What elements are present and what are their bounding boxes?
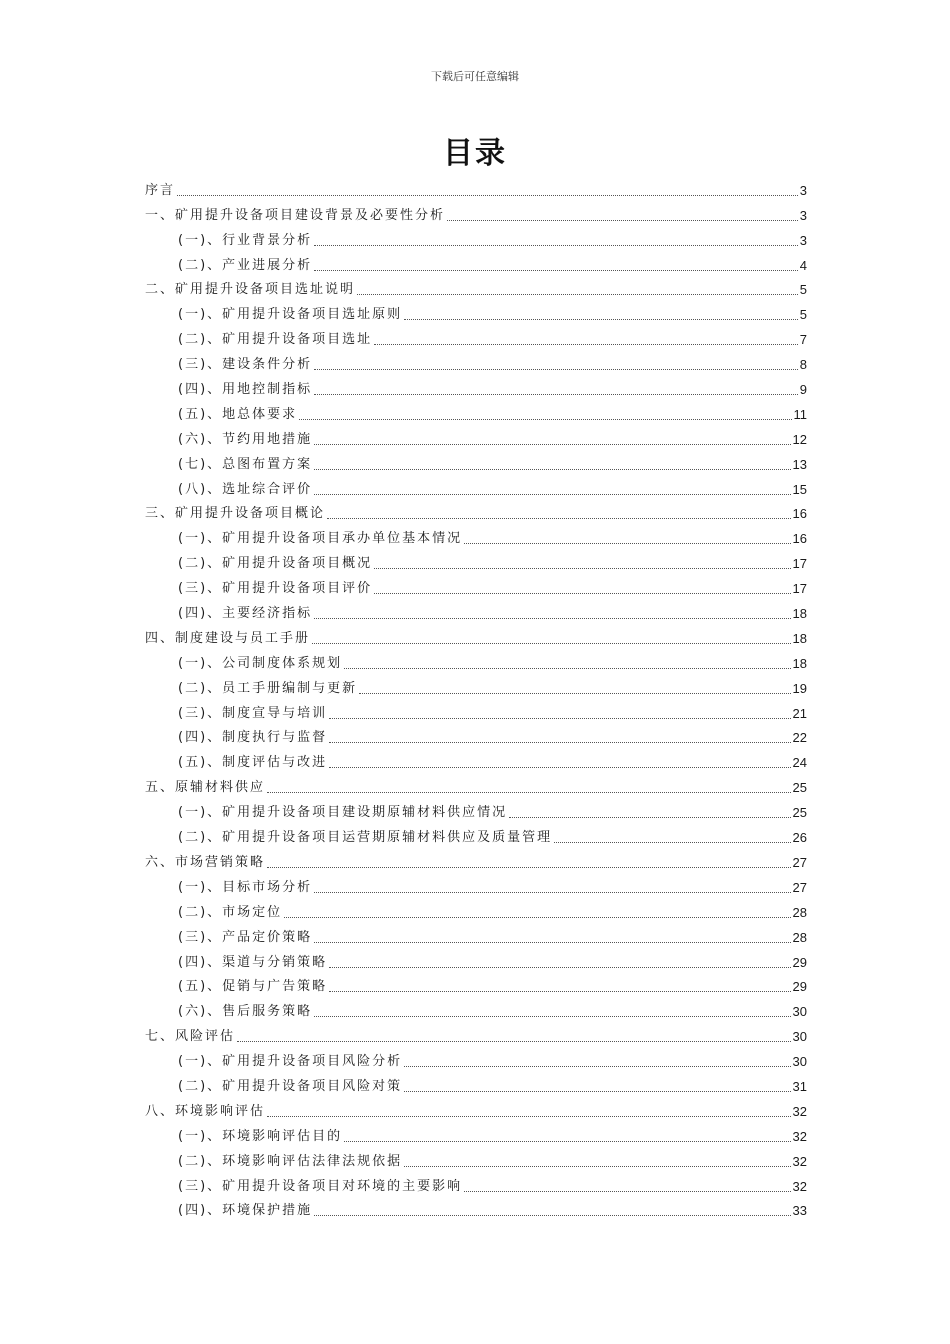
toc-entry-label: 四、制度建设与员工手册 xyxy=(145,630,311,646)
toc-entry-label: (二)、员工手册编制与更新 xyxy=(178,680,358,696)
toc-entry-label: (四)、主要经济指标 xyxy=(178,606,313,622)
toc-dot-leader xyxy=(314,1016,790,1017)
toc-page-number: 18 xyxy=(792,606,807,622)
toc-section-entry[interactable] xyxy=(145,1122,807,1147)
toc-section-entry[interactable] xyxy=(145,898,807,923)
toc-entry-label: (三)、产品定价策略 xyxy=(178,929,313,945)
toc-page-number: 13 xyxy=(792,456,807,472)
toc-entry-label: (一)、矿用提升设备项目建设期原辅材料供应情况 xyxy=(178,805,508,821)
toc-page-number: 18 xyxy=(792,630,807,646)
toc-entry-label: (四)、制度执行与监督 xyxy=(178,730,328,746)
toc-page-number: 3 xyxy=(799,232,807,248)
toc-dot-leader xyxy=(327,518,791,519)
toc-entry-label: (四)、环境保护措施 xyxy=(178,1203,313,1219)
toc-entry-label: 六、市场营销策略 xyxy=(145,854,266,870)
toc-section-entry[interactable] xyxy=(145,674,807,699)
toc-entry-label: (六)、售后服务策略 xyxy=(178,1004,313,1020)
toc-dot-leader xyxy=(314,444,790,445)
toc-entry-label: (三)、矿用提升设备项目对环境的主要影响 xyxy=(178,1178,463,1194)
toc-section-entry[interactable] xyxy=(145,549,807,574)
toc-dot-leader xyxy=(329,991,790,992)
toc-dot-leader xyxy=(314,892,790,893)
toc-chapter-entry[interactable] xyxy=(145,624,807,649)
toc-dot-leader xyxy=(312,643,791,644)
toc-entry-label: (二)、矿用提升设备项目风险对策 xyxy=(178,1078,403,1094)
toc-page-number: 16 xyxy=(792,531,807,547)
toc-entry-label: 八、环境影响评估 xyxy=(145,1103,266,1119)
toc-chapter-entry[interactable] xyxy=(145,848,807,873)
toc-section-entry[interactable] xyxy=(145,325,807,350)
toc-page-number: 4 xyxy=(799,257,807,273)
toc-section-entry[interactable] xyxy=(145,1147,807,1172)
toc-entry-label: (一)、目标市场分析 xyxy=(178,879,313,895)
toc-page-number: 3 xyxy=(799,207,807,223)
toc-dot-leader xyxy=(404,1166,790,1167)
toc-dot-leader xyxy=(314,1215,790,1216)
toc-dot-leader xyxy=(314,942,790,943)
toc-entry-label: (一)、公司制度体系规划 xyxy=(178,655,343,671)
toc-dot-leader xyxy=(267,1116,791,1117)
toc-dot-leader xyxy=(177,195,798,196)
toc-dot-leader xyxy=(314,245,798,246)
toc-page-number: 15 xyxy=(792,481,807,497)
toc-page-number: 32 xyxy=(792,1178,807,1194)
toc-section-entry[interactable] xyxy=(145,1172,807,1197)
toc-section-entry[interactable] xyxy=(145,873,807,898)
document-title: 目录 xyxy=(443,136,507,171)
toc-page-number: 24 xyxy=(792,755,807,771)
toc-section-entry[interactable] xyxy=(145,798,807,823)
toc-chapter-entry[interactable] xyxy=(145,176,807,201)
toc-chapter-entry[interactable] xyxy=(145,1022,807,1047)
toc-entry-label: (五)、制度评估与改进 xyxy=(178,755,328,771)
toc-section-entry[interactable] xyxy=(145,823,807,848)
toc-chapter-entry[interactable] xyxy=(145,276,807,301)
toc-section-entry[interactable] xyxy=(145,400,807,425)
toc-page-number: 25 xyxy=(792,780,807,796)
toc-dot-leader xyxy=(267,792,791,793)
toc-page-number: 29 xyxy=(792,979,807,995)
toc-entry-label: 一、矿用提升设备项目建设背景及必要性分析 xyxy=(145,207,446,223)
toc-section-entry[interactable] xyxy=(145,699,807,724)
toc-page-number: 3 xyxy=(799,182,807,198)
toc-entry-label: 二、矿用提升设备项目选址说明 xyxy=(145,282,356,298)
table-of-contents xyxy=(145,176,807,1221)
toc-entry-label: (二)、矿用提升设备项目运营期原辅材料供应及质量管理 xyxy=(178,830,553,846)
header-note: 下载后可任意编辑 xyxy=(431,70,519,83)
toc-entry-label: 序言 xyxy=(145,182,176,198)
toc-dot-leader xyxy=(267,867,791,868)
toc-page-number: 33 xyxy=(792,1203,807,1219)
toc-dot-leader xyxy=(284,917,790,918)
toc-page-number: 7 xyxy=(799,332,807,348)
toc-page-number: 8 xyxy=(799,357,807,373)
toc-page-number: 32 xyxy=(792,1103,807,1119)
toc-chapter-entry[interactable] xyxy=(145,1097,807,1122)
toc-chapter-entry[interactable] xyxy=(145,201,807,226)
toc-chapter-entry[interactable] xyxy=(145,773,807,798)
toc-page-number: 11 xyxy=(793,406,807,422)
toc-section-entry[interactable] xyxy=(145,375,807,400)
toc-page-number: 12 xyxy=(792,431,807,447)
toc-section-entry[interactable] xyxy=(145,1047,807,1072)
toc-page-number: 26 xyxy=(792,830,807,846)
toc-page-number: 18 xyxy=(792,655,807,671)
toc-entry-label: (一)、矿用提升设备项目承办单位基本情况 xyxy=(178,531,463,547)
toc-dot-leader xyxy=(554,842,790,843)
toc-dot-leader xyxy=(404,1091,790,1092)
toc-entry-label: (一)、行业背景分析 xyxy=(178,232,313,248)
toc-section-entry[interactable] xyxy=(145,450,807,475)
toc-page-number: 31 xyxy=(792,1078,807,1094)
toc-page-number: 9 xyxy=(799,382,807,398)
toc-dot-leader xyxy=(314,469,790,470)
toc-entry-label: 五、原辅材料供应 xyxy=(145,780,266,796)
toc-section-entry[interactable] xyxy=(145,1072,807,1097)
toc-dot-leader xyxy=(329,967,790,968)
toc-dot-leader xyxy=(359,693,790,694)
toc-page-number: 25 xyxy=(792,805,807,821)
toc-dot-leader xyxy=(314,618,790,619)
toc-page-number: 19 xyxy=(792,680,807,696)
toc-dot-leader xyxy=(374,593,790,594)
toc-page-number: 5 xyxy=(799,307,807,323)
toc-dot-leader xyxy=(329,742,790,743)
toc-entry-label: (四)、用地控制指标 xyxy=(178,382,313,398)
toc-dot-leader xyxy=(329,767,790,768)
toc-dot-leader xyxy=(404,1066,790,1067)
toc-dot-leader xyxy=(404,319,798,320)
toc-page-number: 29 xyxy=(792,954,807,970)
toc-page-number: 16 xyxy=(792,506,807,522)
toc-dot-leader xyxy=(314,369,798,370)
toc-section-entry[interactable] xyxy=(145,649,807,674)
toc-dot-leader xyxy=(329,718,790,719)
toc-page-number: 32 xyxy=(792,1128,807,1144)
toc-entry-label: (二)、环境影响评估法律法规依据 xyxy=(178,1153,403,1169)
toc-entry-label: (一)、矿用提升设备项目选址原则 xyxy=(178,307,403,323)
toc-dot-leader xyxy=(314,494,790,495)
toc-chapter-entry[interactable] xyxy=(145,500,807,525)
toc-entry-label: (三)、建设条件分析 xyxy=(178,357,313,373)
toc-page-number: 30 xyxy=(792,1004,807,1020)
toc-section-entry[interactable] xyxy=(145,251,807,276)
toc-section-entry[interactable] xyxy=(145,923,807,948)
toc-dot-leader xyxy=(314,394,798,395)
toc-entry-label: (二)、矿用提升设备项目选址 xyxy=(178,332,373,348)
toc-entry-label: (七)、总图布置方案 xyxy=(178,456,313,472)
toc-section-entry[interactable] xyxy=(145,973,807,998)
toc-section-entry[interactable] xyxy=(145,350,807,375)
toc-dot-leader xyxy=(447,220,798,221)
toc-entry-label: (五)、促销与广告策略 xyxy=(178,979,328,995)
toc-dot-leader xyxy=(464,1191,790,1192)
toc-dot-leader xyxy=(314,270,798,271)
toc-entry-label: (一)、环境影响评估目的 xyxy=(178,1128,343,1144)
toc-section-entry[interactable] xyxy=(145,425,807,450)
toc-entry-label: (四)、渠道与分销策略 xyxy=(178,954,328,970)
toc-page-number: 17 xyxy=(792,581,807,597)
toc-page-number: 5 xyxy=(799,282,807,298)
toc-dot-leader xyxy=(464,543,790,544)
toc-entry-label: (六)、节约用地措施 xyxy=(178,431,313,447)
toc-page-number: 17 xyxy=(792,556,807,572)
toc-entry-label: (三)、矿用提升设备项目评价 xyxy=(178,581,373,597)
toc-dot-leader xyxy=(374,568,790,569)
toc-entry-label: (三)、制度宣导与培训 xyxy=(178,705,328,721)
toc-entry-label: 七、风险评估 xyxy=(145,1029,236,1045)
toc-section-entry[interactable] xyxy=(145,748,807,773)
toc-section-entry[interactable] xyxy=(145,574,807,599)
toc-section-entry[interactable] xyxy=(145,1197,807,1222)
toc-dot-leader xyxy=(357,294,798,295)
toc-section-entry[interactable] xyxy=(145,724,807,749)
toc-page-number: 22 xyxy=(792,730,807,746)
toc-entry-label: (二)、产业进展分析 xyxy=(178,257,313,273)
toc-page-number: 28 xyxy=(792,904,807,920)
toc-section-entry[interactable] xyxy=(145,475,807,500)
toc-page-number: 30 xyxy=(792,1054,807,1070)
toc-section-entry[interactable] xyxy=(145,300,807,325)
toc-dot-leader xyxy=(299,419,791,420)
toc-entry-label: 三、矿用提升设备项目概论 xyxy=(145,506,326,522)
toc-page-number: 30 xyxy=(792,1029,807,1045)
toc-page-number: 27 xyxy=(792,879,807,895)
toc-page-number: 32 xyxy=(792,1153,807,1169)
toc-dot-leader xyxy=(374,344,798,345)
toc-dot-leader xyxy=(509,817,790,818)
toc-section-entry[interactable] xyxy=(145,997,807,1022)
toc-entry-label: (一)、矿用提升设备项目风险分析 xyxy=(178,1054,403,1070)
toc-entry-label: (二)、矿用提升设备项目概况 xyxy=(178,556,373,572)
toc-entry-label: (五)、地总体要求 xyxy=(178,406,298,422)
toc-section-entry[interactable] xyxy=(145,599,807,624)
toc-section-entry[interactable] xyxy=(145,524,807,549)
toc-dot-leader xyxy=(344,1141,790,1142)
toc-page-number: 27 xyxy=(792,854,807,870)
toc-page-number: 21 xyxy=(792,705,807,721)
toc-section-entry[interactable] xyxy=(145,226,807,251)
toc-section-entry[interactable] xyxy=(145,948,807,973)
toc-page-number: 28 xyxy=(792,929,807,945)
toc-dot-leader xyxy=(237,1041,791,1042)
toc-dot-leader xyxy=(344,668,790,669)
toc-entry-label: (八)、选址综合评价 xyxy=(178,481,313,497)
toc-entry-label: (二)、市场定位 xyxy=(178,904,283,920)
